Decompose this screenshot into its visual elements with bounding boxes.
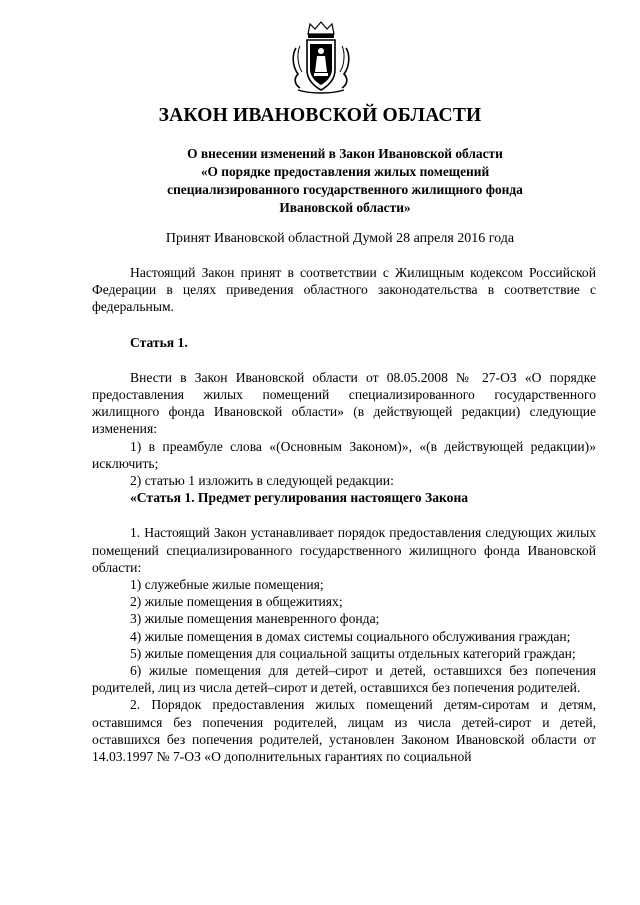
adoption-note: Принят Ивановской областной Думой 28 апреля 2016 года bbox=[165, 231, 515, 246]
point-paragraph: 1. Настоящий Закон устанавливает порядок предоставления следующих жилых помещений специализированного государственного жилищного фонда Ивановской области: bbox=[92, 525, 596, 575]
article-intro: Внести в Закон Ивановской области от 08.05.2008 № 27-ОЗ «О порядке предоставления жилых помещений специализированного государственного жилищного фонда Ивановской области» (в действующей редакции) следующие изменения: bbox=[92, 369, 596, 437]
amendment-item: 1) в преамбуле слова «(Основным Законом)», «(в действующей редакции)» исключить; bbox=[92, 438, 596, 471]
law-subtitle bbox=[140, 145, 550, 217]
subtitle-line: Ивановской области» bbox=[279, 200, 411, 215]
list-item: 2) жилые помещения в общежитиях; bbox=[130, 594, 343, 610]
law-body bbox=[92, 264, 596, 765]
amendment-item: 2) статью 1 изложить в следующей редакции: bbox=[130, 473, 394, 489]
law-title: ЗАКОН ИВАНОВСКОЙ ОБЛАСТИ bbox=[158, 105, 482, 126]
subtitle-line: «О порядке предоставления жилых помещений bbox=[200, 164, 490, 179]
ivanovo-coat-of-arms-icon bbox=[288, 20, 354, 96]
list-item: 5) жилые помещения для социальной защиты отдельных категорий граждан; bbox=[130, 645, 576, 661]
article-heading: Статья 1. bbox=[130, 334, 188, 350]
list-item: 6) жилые помещения для детей–сирот и детей, оставшихся без попечения родителей, лиц из числа детей–сирот и детей, оставшихся без попечения родителей. bbox=[92, 663, 596, 696]
subtitle-line: О внесении изменений в Закон Ивановской области bbox=[187, 146, 503, 161]
preamble-paragraph: Настоящий Закон принят в соответствии с Жилищным кодексом Российской Федерации в целях приведения областного законодательства в соответствие с федеральным. bbox=[92, 265, 596, 315]
list-item: 1) служебные жилые помещения; bbox=[130, 577, 324, 593]
point-paragraph: 2. Порядок предоставления жилых помещений детям-сиротам и детям, оставшимся без попечения родителей, лицам из числа детей-сирот и детей, оставшихся без попечения родителей, установлен Законом Ивановской области от 14.03.1997 № 7-ОЗ «О дополнительных гарантиях по социальной bbox=[92, 697, 596, 765]
list-item: 3) жилые помещения маневренного фонда; bbox=[130, 611, 380, 627]
subtitle-line: специализированного государственного жилищного фонда bbox=[167, 182, 523, 197]
new-article-heading: «Статья 1. Предмет регулирования настоящего Закона bbox=[130, 490, 469, 506]
list-item: 4) жилые помещения в домах системы социального обслуживания граждан; bbox=[130, 628, 571, 644]
